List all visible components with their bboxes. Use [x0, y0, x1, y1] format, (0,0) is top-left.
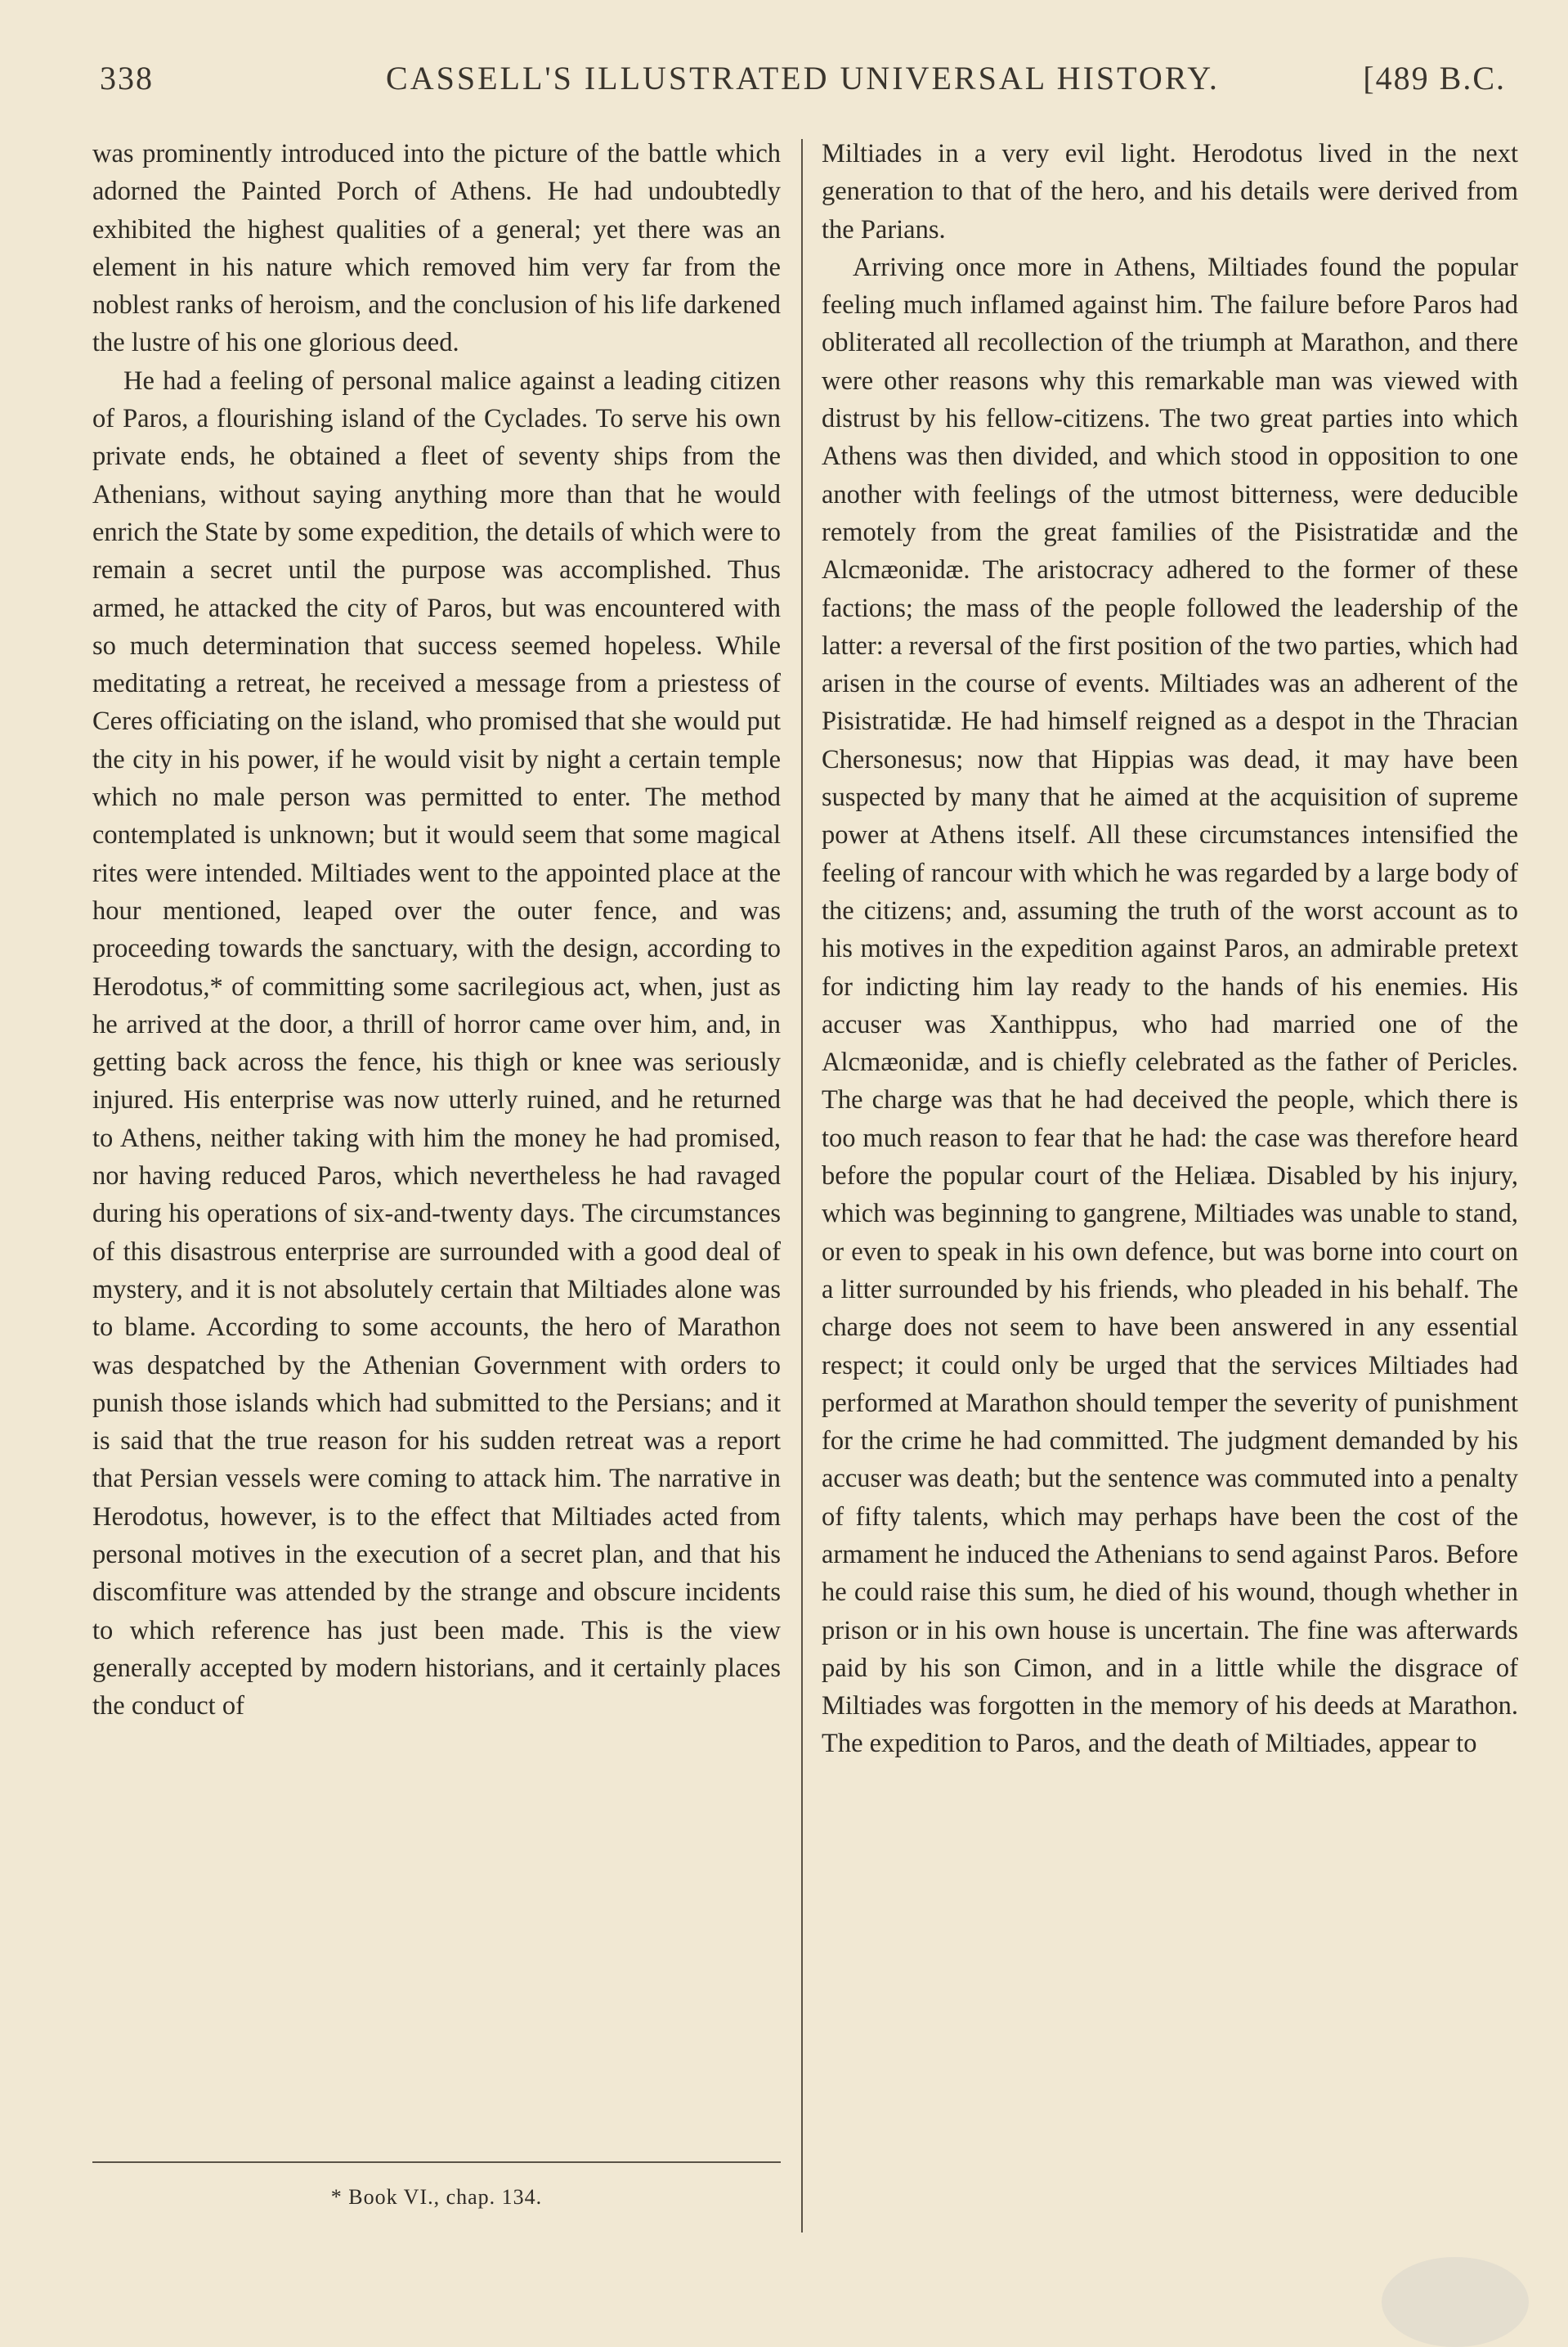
- paragraph: He had a feeling of personal malice against a leading citizen of Paros, a flourishing island of the Cyclades. To serve his own private ends, he obtained a fleet of seventy ships from the Athenians, without saying anything more than that he would enrich the State by some expedition, the details of which were to remain a secret until the purpose was accomplished. Thus armed, he attacked the city of Paros, but was encountered with so much determination that success seemed hopeless. While meditating a retreat, he received a message from a priestess of Ceres officiating on the island, who promised that she would put the city in his power, if he would visit by night a certain temple which no male person was permitted to enter. The method contemplated is unknown; but it would seem that some magical rites were intended. Miltiades went to the appointed place at the hour mentioned, leaped over the outer fence, and was proceeding towards the sanctuary, with the design, according to Herodotus,* of committing some sacrilegious act, when, just as he arrived at the door, a thrill of horror came over him, and, in getting back across the fence, his thigh or knee was seriously injured. His enterprise was now utterly ruined, and he returned to Athens, neither taking with him the money he had promised, nor having reduced Paros, which nevertheless he had ravaged during his operations of six-and-twenty days. The circumstances of this disastrous enterprise are surrounded with a good deal of mystery, and it is not absolutely certain that Miltiades alone was to blame. According to some accounts, the hero of Marathon was despatched by the Athenian Government with orders to punish those islands which had submitted to the Persians; and it is said that the true reason for his sudden retreat was a report that Persian vessels were coming to attack him. The narrative in Herodotus, however, is to the effect that Miltiades acted from personal motives in the execution of a secret plan, and that his discomfiture was attended by the strange and obscure incidents to which reference has just been made. This is the view generally accepted by modern historians, and it certainly places the conduct of: [92, 366, 781, 1721]
- footnote: * Book VI., chap. 134.: [330, 2185, 543, 2209]
- running-header: [100, 59, 1506, 108]
- paragraph: was prominently introduced into the picture of the battle which adorned the Painted Porch of Athens. He had undoubtedly exhibited the highest qualities of a general; yet there was an element in his nature which removed him very far from the noblest ranks of heroism, and the conclusion of his life darkened the lustre of his one glorious deed.: [92, 139, 781, 358]
- date-marker: [489 B.C.: [1363, 60, 1506, 96]
- column-divider: [801, 139, 803, 2233]
- right-column: [822, 135, 1518, 1763]
- running-title: CASSELL'S ILLUSTRATED UNIVERSAL HISTORY.: [386, 60, 1220, 96]
- paragraph: Arriving once more in Athens, Miltiades found the popular feeling much inflamed against him. The failure before Paros had obliterated all recollection of the triumph at Marathon, and there were other reasons why this remarkable man was viewed with distrust by his fellow-citizens. The two great parties into which Athens was then divided, and which stood in opposition to one another with feelings of the utmost bitterness, were deducible remotely from the great families of the Pisistratidæ and the Alcmæonidæ. The aristocracy adhered to the former of these factions; the mass of the people followed the leadership of the latter: a reversal of the first position of the two parties, which had arisen in the course of events. Miltiades was an adherent of the Pisistratidæ. He had himself reigned as a despot in the Thracian Chersonesus; now that Hippias was dead, it may have been suspected by many that he aimed at the acquisition of supreme power at Athens itself. All these circumstances intensified the feeling of rancour with which he was regarded by a large body of the citizens; and, assuming the truth of the worst account as to his motives in the expedition against Paros, an admirable pretext for indicting him lay ready to the hands of his enemies. His accuser was Xanthippus, who had married one of the Alcmæonidæ, and is chiefly celebrated as the father of Pericles. The charge was that he had deceived the people, which there is too much reason to fear that he had: the case was therefore heard before the popular court of the Heliæa. Disabled by his injury, which was beginning to gangrene, Miltiades was unable to stand, or even to speak in his own defence, but was borne into court on a litter surrounded by his friends, who pleaded in his behalf. The charge does not seem to have been answered in any essential respect; it could only be urged that the services Miltiades had performed at Marathon should temper the severity of punishment for the crime he had committed. The judgment demanded by his accuser was death; but the sentence was commuted into a penalty of fifty talents, which may perhaps have been the cost of the armament he induced the Athenians to send against Paros. Before he could raise this sum, he died of his wound, though whether in prison or in his own house is uncertain. The fine was afterwards paid by his son Cimon, and in a little while the disgrace of Miltiades was forgotten in the memory of his deeds at Marathon. The expedition to Paros, and the death of Miltiades, appear to: [822, 252, 1518, 1759]
- left-column: [92, 135, 781, 1725]
- paper-stain: [1382, 2257, 1529, 2347]
- page-number: 338: [100, 60, 154, 96]
- paragraph: Miltiades in a very evil light. Herodotus lived in the next generation to that of the hero, and his details were derived from the Parians.: [822, 139, 1518, 245]
- footnote-rule: [92, 2161, 781, 2163]
